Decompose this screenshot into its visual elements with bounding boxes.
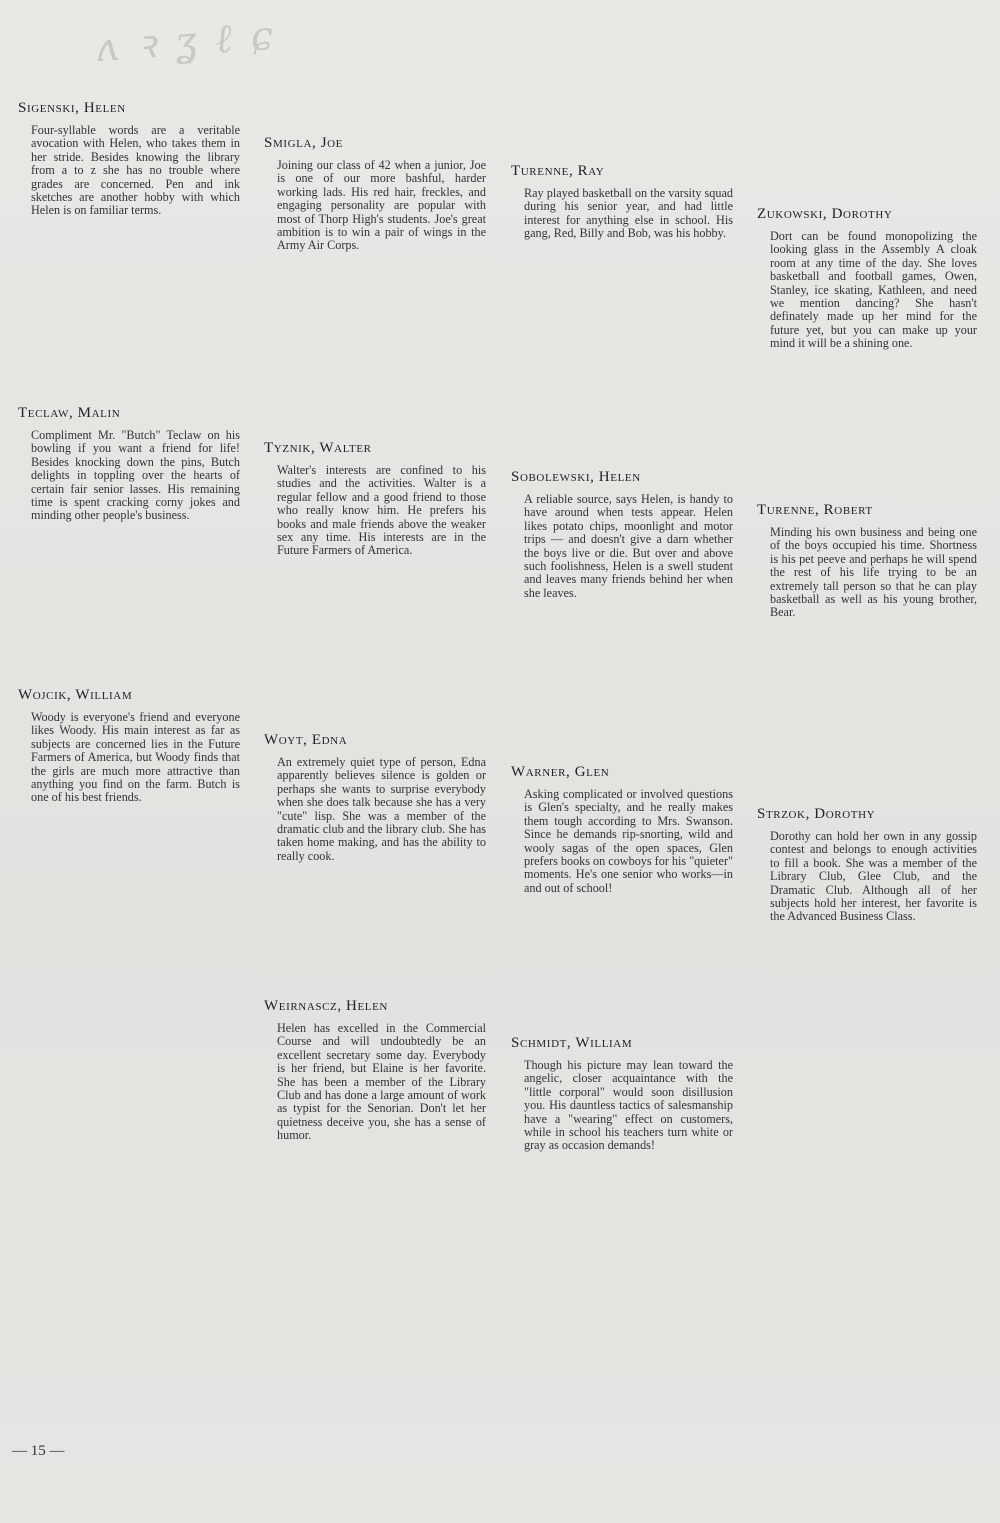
student-name: Smigla, Joe: [264, 135, 343, 151]
student-name: Turenne, Robert: [757, 502, 873, 518]
student-bio: Though his picture may lean toward the angelic, closer acquaintance with the "little corporal" would soon disillusion you. His dauntless tactics of salesmanship have a "wearing" effect on customers, while in school his teachers turn white or gray as occasion demands!: [524, 1058, 733, 1153]
student-name: Zukowski, Dorothy: [757, 206, 893, 222]
student-name: Tyznik, Walter: [264, 440, 372, 456]
entry-weirnascz-helen: [264, 998, 486, 1143]
student-name: Woyt, Edna: [264, 732, 348, 748]
student-bio: Dorothy can hold her own in any gossip contest and belongs to enough activities to fill a book. She was a member of the Library Club, Glee Club, and the Dramatic Club. Although all of her subjects hold her interest, her favorite is the Advanced Business Class.: [770, 829, 977, 924]
student-bio: A reliable source, says Helen, is handy to have around when tests appear. Helen likes potato chips, moonlight and motor trips — and doesn't give a darn whether the boys live or die. But over and above such foolishness, Helen is a swell student and leaves many friends behind her when she leaves.: [524, 492, 733, 600]
student-name: Sobolewski, Helen: [511, 469, 641, 485]
student-bio: Four-syllable words are a veritable avocation with Helen, who takes them in her stride. Besides knowing the library from a to z she has no trouble where grades are concerned. Pen and ink sketches are another hobby with which Helen is on familiar terms.: [31, 123, 240, 218]
student-bio: Dort can be found monopolizing the looking glass in the Assembly A cloak room at any time of the day. She loves basketball and football games, Owen, Stanley, ice skating, Kathleen, and need we mention dancing? She hasn't definately made up her mind for the future yet, but you can make up your mind it will be a shining one.: [770, 229, 977, 351]
entry-sigenski-helen: [18, 100, 240, 218]
entry-sobolewski-helen: [511, 469, 733, 600]
entry-wojcik-william: [18, 687, 240, 805]
student-bio: An extremely quiet type of person, Edna apparently believes silence is golden or perhaps she wants to surprise everybody when she does talk because she has a very "cute" lisp. She was a member of the dramatic club and the library club. She has taken home making, and has the ability to really cook.: [277, 755, 486, 863]
entry-smigla-joe: [264, 135, 486, 253]
student-name: Schmidt, William: [511, 1035, 633, 1051]
student-bio: Compliment Mr. "Butch" Teclaw on his bowling if you want a friend for life! Besides knocking down the pins, Butch delights in toppling over the hearts of certain fair senior lasses. His remaining time is spent cracking corny jokes and minding other people's business.: [31, 428, 240, 523]
pencil-mark: ʌ ꝛ ʓ ℓ ɕ: [93, 12, 278, 72]
student-name: Warner, Glen: [511, 764, 610, 780]
student-name: Sigenski, Helen: [18, 100, 126, 116]
student-name: Weirnascz, Helen: [264, 998, 388, 1014]
student-bio: Minding his own business and being one of the boys occupied his time. Shortness is his pet peeve and perhaps he will spend the rest of his life trying to be an extremely tall person so that he can play basketball as well as his young brother, Bear.: [770, 525, 977, 620]
student-bio: Asking complicated or involved questions is Glen's specialty, and he really makes them tough according to Mrs. Swanson. Since he demands rip-snorting, wild and wooly sagas of the open spaces, Glen prefers books on cowboys for his "quieter" moments. He's one senior who works—in and out of school!: [524, 787, 733, 895]
entry-woyt-edna: [264, 732, 486, 863]
student-name: Strzok, Dorothy: [757, 806, 876, 822]
entry-turenne-robert: [757, 502, 977, 620]
student-name: Teclaw, Malin: [18, 405, 121, 421]
student-bio: Woody is everyone's friend and everyone likes Woody. His main interest as far as subjects are concerned lies in the Future Farmers of America, but Woody finds that the girls are much more attractive than anything you find on the farm. Butch is one of his best friends.: [31, 710, 240, 805]
student-name: Turenne, Ray: [511, 163, 605, 179]
entry-tyznik-walter: [264, 440, 486, 558]
entry-zukowski-dorothy: [757, 206, 977, 351]
student-name: Wojcik, William: [18, 687, 133, 703]
student-bio: Joining our class of 42 when a junior, Joe is one of our more bashful, harder working lads. His red hair, freckles, and engaging personality are popular with most of Thorp High's students. Joe's great ambition is to win a pair of wings in the Army Air Corps.: [277, 158, 486, 253]
page-number: — 15 —: [12, 1443, 65, 1459]
student-bio: Walter's interests are confined to his studies and the activities. Walter is a regular fellow and a good friend to those who really know him. He prefers his books and male friends above the weaker sex any time. His interests are in the Future Farmers of America.: [277, 463, 486, 558]
student-bio: Helen has excelled in the Commercial Course and will undoubtedly be an excellent secretary some day. Everybody is her friend, but Elaine is her favorite. She has been a member of the Library Club and has done a large amount of work as typist for the Senorian. Don't let her quietness deceive you, she has a sense of humor.: [277, 1021, 486, 1143]
entry-strzok-dorothy: [757, 806, 977, 924]
entry-warner-glen: [511, 764, 733, 895]
entry-teclaw-malin: [18, 405, 240, 523]
entry-turenne-ray: [511, 163, 733, 241]
student-bio: Ray played basketball on the varsity squad during his senior year, and had little interest for anything else in school. His gang, Red, Billy and Bob, was his hobby.: [524, 186, 733, 241]
entry-schmidt-william: [511, 1035, 733, 1153]
